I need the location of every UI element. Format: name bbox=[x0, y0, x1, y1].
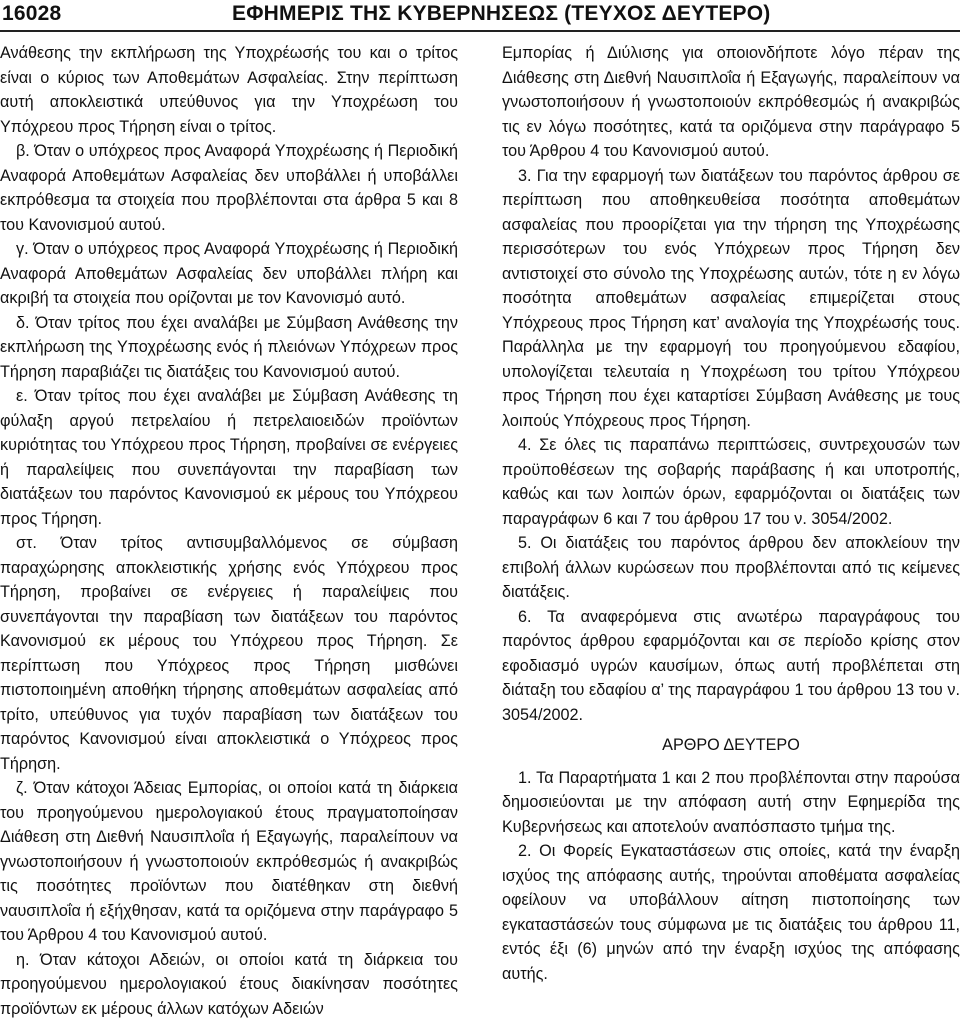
paragraph: 6. Τα αναφερόμενα στις ανωτέρω παραγράφους του παρόντος άρθρου εφαρμόζονται και σε περίοδο κρίσης στον εφοδιασμό υγρών καυσίμων, όπως αυτή προβλέπεται στη διάταξη του εδαφίου α’ της παραγράφου 1 του άρθρου 13 του ν. 3054/2002. bbox=[502, 607, 960, 724]
paragraph: Ανάθεσης την εκπλήρωση της Υποχρέωσής του και ο τρίτος είναι ο κύριος των Αποθεμάτων Ασφαλείας. Στην περίπτωση αυτή αποκλειστικά υπεύθυνος για την Υποχρέωση του Υπόχρεου προς Τήρηση είναι ο τρίτος. bbox=[0, 44, 458, 136]
gazette-title: ΕΦΗΜΕΡΙΣ ΤΗΣ ΚΥΒΕΡΝΗΣΕΩΣ (ΤΕΥΧΟΣ ΔΕΥΤΕΡΟ) bbox=[232, 2, 771, 25]
paragraph: Εμπορίας ή Διύλισης για οποιονδήποτε λόγο πέραν της Διάθεσης στη Διεθνή Ναυσιπλοΐα ή Εξαγωγής, παραλείπουν να γνωστοποιήσουν ή γνωστοποιούν εκπρόθεσμώς ή ανακριβώς τις εν λόγω ποσότητες, κατά τα οριζόμενα στην παράγραφο 5 του Άρθρου 4 του Κανονισμού αυτού. bbox=[502, 44, 960, 160]
paragraph: 5. Οι διατάξεις του παρόντος άρθρου δεν αποκλείουν την επιβολή άλλων κυρώσεων που προβλέπονται από τις κείμενες διατάξεις. bbox=[502, 534, 960, 601]
paragraph: 2. Οι Φορείς Εγκαταστάσεων στις οποίες, κατά την έναρξη ισχύος της απόφασης αυτής, τηρούνται αποθέματα ασφαλείας οφείλουν να υποβάλλουν αίτηση πιστοποίησης των εγκαταστάσεών τους σύμφωνα με τις διατάξεις του άρθρου 11, εντός έξι (6) μηνών από την έναρξη ισχύος της απόφασης αυτής. bbox=[502, 842, 960, 983]
paragraph: β. Όταν ο υπόχρεος προς Αναφορά Υποχρέωσης ή Περιοδική Αναφορά Αποθεμάτων Ασφαλείας δεν υποβάλλει ή υποβάλλει εκπρόθεσμα τα στοιχεία που προβλέπονται στα άρθρα 5 και 8 του Κανονισμού αυτού. bbox=[0, 142, 458, 234]
paragraph: στ. Όταν τρίτος αντισυμβαλλόμενος σε σύμβαση παραχώρησης αποκλειστικής χρήσης ενός Υπόχρεου προς Τήρηση, προβαίνει σε ενέργειες ή παραλείψεις που συνεπάγονται την παραβίαση των διατάξεων του παρόντος Κανονισμού εκ μέρους του Υπόχρεου προς Τήρηση. Σε περίπτωση που Υπόχρεος προς Τήρηση μισθώνει πιστοποιημένη αποθήκη τήρησης αποθεμάτων ασφαλείας από τρίτο, υπεύθυνος για τυχόν παραβίαση των διατάξεων του παρόντος Κανονισμού είναι αποκλειστικά ο Υπόχρεος προς Τήρηση. bbox=[0, 534, 458, 773]
paragraph: 4. Σε όλες τις παραπάνω περιπτώσεις, συντρεχουσών των προϋποθέσεων της σοβαρής παράβασης ή και υποτροπής, καθώς και των λοιπών όρων, εφαρμόζονται οι διατάξεις των παραγράφων 6 και 7 του άρθρου 17 του ν. 3054/2002. bbox=[502, 436, 960, 528]
paragraph: ζ. Όταν κάτοχοι Άδειας Εμπορίας, οι οποίοι κατά τη διάρκεια του προηγούμενου ημερολογιακού έτους πραγματοποίησαν Διάθεση στη Διεθνή Ναυσιπλοΐα ή Εξαγωγής, παραλείπουν να γνωστοποιήσουν ή γνωστοποιούν εκπρόθεσμώς ή ανακριβώς τις ποσότητες προϊόντων που διατέθηκαν στη διεθνή ναυσιπλοΐα ή εξήχθησαν, κατά τα οριζόμενα στην παράγραφο 5 του Άρθρου 4 του Κανονισμού αυτού. bbox=[0, 779, 458, 944]
page-header bbox=[0, 0, 960, 34]
header-rule bbox=[0, 30, 960, 32]
paragraph: 1. Τα Παραρτήματα 1 και 2 που προβλέπονται στην παρούσα δημοσιεύονται με την απόφαση αυτή στην Εφημερίδα της Κυβερνήσεως και αποτελούν αναπόσπαστο τμήμα της. bbox=[502, 768, 960, 836]
paragraph: γ. Όταν ο υπόχρεος προς Αναφορά Υποχρέωσης ή Περιοδική Αναφορά Αποθεμάτων Ασφαλείας δεν υποβάλλει πλήρη και ακριβή τα στοιχεία που ορίζονται με τον Κανονισμό αυτό. bbox=[0, 240, 458, 307]
page-number: 16028 bbox=[2, 2, 62, 25]
right-column bbox=[502, 41, 960, 986]
paragraph: η. Όταν κάτοχοι Αδειών, οι οποίοι κατά τη διάρκεια του προηγούμενου ημερολογιακού έτους διακίνησαν ποσότητες προϊόντων εκ μέρους άλλων κατόχων Αδειών bbox=[0, 950, 458, 1018]
paragraph: ε. Όταν τρίτος που έχει αναλάβει με Σύμβαση Ανάθεσης τη φύλαξη αργού πετρελαίου ή πετρελαιοειδών προϊόντων κυριότητας του Υπόχρεου προς Τήρηση, προβαίνει σε ενέργειες ή παραλείψεις που συνεπάγονται την παραβίαση των διατάξεων του παρόντος Κανονισμού εκ μέρους του Υπόχρεου προς Τήρηση. bbox=[0, 387, 458, 528]
paragraph: δ. Όταν τρίτος που έχει αναλάβει με Σύμβαση Ανάθεσης την εκπλήρωση της Υποχρέωσης ενός ή πλειόνων Υπόχρεων προς Τήρηση παραβιάζει τις διατάξεις του Κανονισμού αυτού. bbox=[0, 313, 458, 381]
paragraph: 3. Για την εφαρμογή των διατάξεων του παρόντος άρθρου σε περίπτωση που αποθηκευθείσα ποσότητα αποθεμάτων ασφαλείας που προορίζεται για την τήρηση της Υποχρέωσης περισσότερων του ενός Υπόχρεων προς Τήρηση δεν αντιστοιχεί στο σύνολο της Υποχρέωσης αυτών, τότε η εν λόγω ποσότητα αποθεμάτων ασφαλείας επιμερίζεται στους Υπόχρεους προς Τήρηση κατ’ αναλογία της Υποχρέωσής τους. Παράλληλα με την εφαρμογή του προηγούμενου εδαφίου, υπολογίζεται τελευταία η Υποχρέωση του τρίτου Υπόχρεου προς Τήρηση που έχει καταρτίσει Σύμβαση Ανάθεσης με τους λοιπούς Υπόχρεους προς Τήρηση. bbox=[502, 166, 960, 430]
article-heading: ΑΡΘΡΟ ΔΕΥΤΕΡΟ bbox=[662, 736, 800, 754]
left-column bbox=[0, 41, 458, 1021]
